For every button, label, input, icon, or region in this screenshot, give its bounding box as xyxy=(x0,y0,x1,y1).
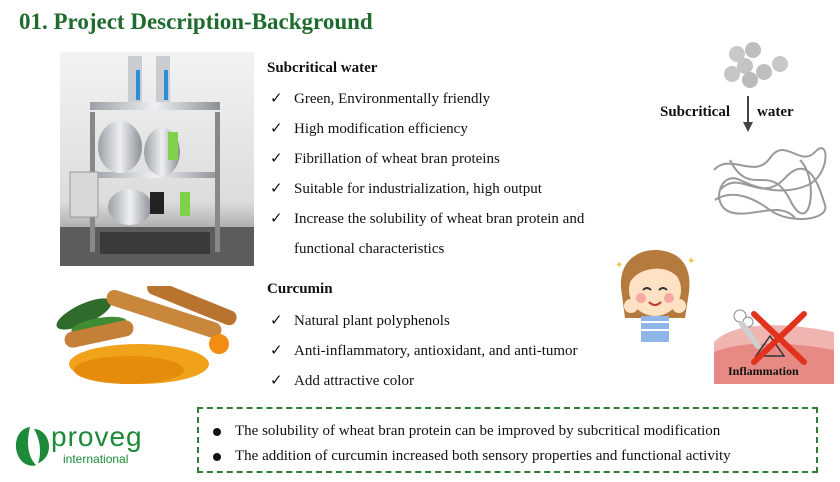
summary-box xyxy=(197,407,818,473)
svg-text:✦: ✦ xyxy=(615,260,624,271)
protein-fibrillation-diagram xyxy=(700,40,840,230)
bullet-icon xyxy=(213,453,221,461)
curcumin-list xyxy=(270,306,578,396)
summary-item: The solubility of wheat bran protein can be improved by subcritical modification xyxy=(211,419,731,444)
list-item: ✓ Green, Environmentally friendly xyxy=(270,84,584,114)
summary-item: The addition of curcumin increased both sensory properties and functional activity xyxy=(211,444,731,469)
turmeric-image xyxy=(44,286,254,386)
list-item: ✓ Add attractive color xyxy=(270,366,578,396)
svg-text:✦: ✦ xyxy=(687,256,696,267)
subcritical-list xyxy=(270,84,584,264)
list-item: ✓ Fibrillation of wheat bran proteins xyxy=(270,144,584,174)
check-icon: ✓ xyxy=(270,343,283,359)
check-icon: ✓ xyxy=(270,151,283,167)
list-item: ✓ Suitable for industrialization, high output xyxy=(270,174,584,204)
happy-girl-illustration xyxy=(611,248,699,344)
check-icon: ✓ xyxy=(270,373,283,389)
page-title: 01. Project Description-Background xyxy=(19,9,373,34)
inflammation-label: Inflammation xyxy=(728,364,799,378)
list-item: ✓ Increase the solubility of wheat bran protein and xyxy=(270,204,584,234)
bullet-icon xyxy=(213,428,221,436)
list-item: ✓ High modification efficiency xyxy=(270,114,584,144)
check-icon: ✓ xyxy=(270,121,283,137)
check-icon: ✓ xyxy=(270,313,283,329)
subcritical-label: Subcritical xyxy=(660,104,730,120)
check-icon: ✓ xyxy=(270,91,283,107)
list-item: ✓ Natural plant polyphenols xyxy=(270,306,578,336)
list-item: ✓ Anti-inflammatory, antioxidant, and anti-tumor xyxy=(270,336,578,366)
water-label: water xyxy=(757,104,794,120)
logo-wordmark: proveg xyxy=(51,421,143,452)
subcritical-reactor-image xyxy=(60,52,254,266)
check-icon: ✓ xyxy=(270,181,283,197)
subcritical-heading: Subcritical water xyxy=(267,60,378,76)
curcumin-heading: Curcumin xyxy=(267,281,333,297)
check-icon: ✓ xyxy=(270,211,283,227)
list-item-continuation: functional characteristics xyxy=(294,241,445,257)
logo-subtitle: international xyxy=(63,452,129,466)
